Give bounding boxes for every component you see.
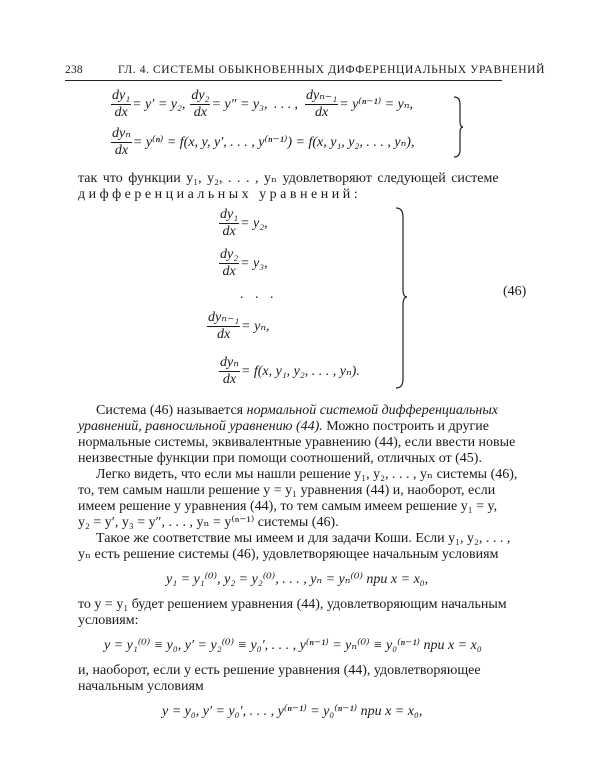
fraction-denominator: dx	[222, 264, 236, 279]
ellipsis: . . . ,	[273, 96, 298, 112]
paragraph-line: дифференциальных уравнений:	[78, 187, 362, 202]
equation-rhs: = y₂,	[240, 215, 268, 231]
running-title: ГЛ. 4. СИСТЕМЫ ОБЫКНОВЕННЫХ ДИФФЕРЕНЦИАЛЬНЫХ УРАВНЕНИЙ	[118, 64, 545, 76]
text-span: Можно построить и другие	[322, 419, 489, 434]
right-brace-system	[394, 207, 408, 389]
paragraph-line	[96, 403, 498, 419]
paragraph-line: имеем решение y уравнения (44), то тем самым имеем решение y₁ = y,	[78, 499, 498, 514]
equation-line-2	[110, 127, 414, 158]
equation-part: = y⁽ⁿ⁾ = f(x, y, y′, . . . , y⁽ⁿ⁻¹⁾) = f(x, y₁, y₂, . . . , yₙ),	[132, 135, 415, 150]
equation-rhs: = y₃,	[240, 255, 268, 271]
system-dots: . . .	[240, 287, 278, 302]
fraction-numerator: dy₂	[220, 247, 239, 262]
right-brace-top	[452, 96, 464, 158]
initial-conditions-equation: y = y₀, y′ = y₀′, . . . , y⁽ⁿ⁻¹⁾ = y₀⁽ⁿ⁻¹⁾ при x = x₀,	[162, 704, 423, 719]
paragraph-line: нормальные системы, эквивалентные уравнению (44), если ввести новые	[78, 435, 516, 450]
fraction-denominator: dx	[222, 372, 237, 387]
paragraph-line: неизвестные функции при помощи соотношений, отличных от (45).	[78, 451, 482, 466]
text-span-italic: уравнений, равносильной уравнению (44).	[78, 419, 323, 434]
fraction-numerator: dyₙ₋₁	[208, 310, 240, 325]
equation-part: = y′ = y₂,	[132, 96, 186, 112]
fraction-denominator: dx	[216, 327, 231, 342]
equation-line-1	[110, 89, 413, 120]
fraction-numerator: dy₂	[191, 88, 210, 103]
paragraph-line: начальным условиям	[78, 679, 204, 694]
equation-rhs: = yₙ,	[241, 319, 270, 334]
paragraph-line: Такое же соответствие мы имеем и для задачи Коши. Если y₁, y₂, . . . ,	[96, 531, 511, 546]
header-rule	[65, 80, 502, 81]
equation-part: = y″ = y₃,	[211, 96, 268, 112]
initial-conditions-equation: y₁ = y₁⁽⁰⁾, y₂ = y₂⁽⁰⁾, . . . , yₙ = yₙ⁽⁰⁾ при x = x₀,	[166, 572, 429, 587]
paragraph-line: условиям:	[78, 613, 139, 628]
fraction-numerator: dyₙ₋₁	[305, 88, 338, 103]
paragraph-line: Легко видеть, что если мы нашли решение y₁, y₂, . . . , yₙ системы (46),	[96, 467, 518, 482]
equation-label: (46)	[503, 284, 527, 299]
fraction-denominator: dx	[314, 105, 329, 120]
system-equation-1	[218, 208, 268, 239]
fraction-numerator: dyₙ	[112, 126, 131, 141]
fraction-numerator: dy₁	[220, 207, 239, 222]
system-equation-2	[218, 248, 268, 279]
paragraph-line: и, наоборот, если y есть решение уравнения (44), удовлетворяющее	[78, 663, 481, 678]
equation-rhs: = f(x, y₁, y₂, . . . , yₙ).	[240, 364, 360, 379]
paragraph-line: yₙ есть решение системы (46), удовлетворяющее начальным условиям	[78, 547, 499, 562]
paragraph-line: так что функции y₁, y₂, . . . , yₙ удовлетворяют следующей системе	[78, 171, 499, 186]
fraction-denominator: dx	[114, 143, 129, 158]
fraction-denominator: dx	[114, 105, 128, 120]
paragraph-line	[78, 419, 489, 435]
fraction-denominator: dx	[222, 224, 236, 239]
text-span-italic: нормальной системой дифференциальных	[246, 403, 499, 418]
fraction-numerator: dyₙ	[220, 355, 239, 370]
fraction-denominator: dx	[193, 105, 208, 120]
text-span: Система (46) называется	[96, 403, 247, 418]
initial-conditions-equation: y = y₁⁽⁰⁾ ≡ y₀, y′ = y₂⁽⁰⁾ ≡ y₀′, . . . , y⁽ⁿ⁻¹⁾ = yₙ⁽⁰⁾ ≡ y₀⁽ⁿ⁻¹⁾ при x = x₀	[104, 638, 482, 653]
paragraph-line: то, тем самым нашли решение y = y₁ уравнения (44) и, наоборот, если	[78, 483, 496, 498]
paragraph-line: y₂ = y′, y₃ = y″, . . . , yₙ = y⁽ⁿ⁻¹⁾ системы (46).	[78, 515, 339, 530]
paragraph-line: то y = y₁ будет решением уравнения (44), удовлетворяющим начальным	[78, 597, 507, 612]
fraction-numerator: dy₁	[112, 88, 131, 103]
system-equation-4	[218, 356, 360, 387]
system-equation-3	[206, 311, 270, 342]
equation-part: = y⁽ⁿ⁻¹⁾ = yₙ,	[339, 97, 414, 112]
page-number: 238	[65, 64, 83, 76]
